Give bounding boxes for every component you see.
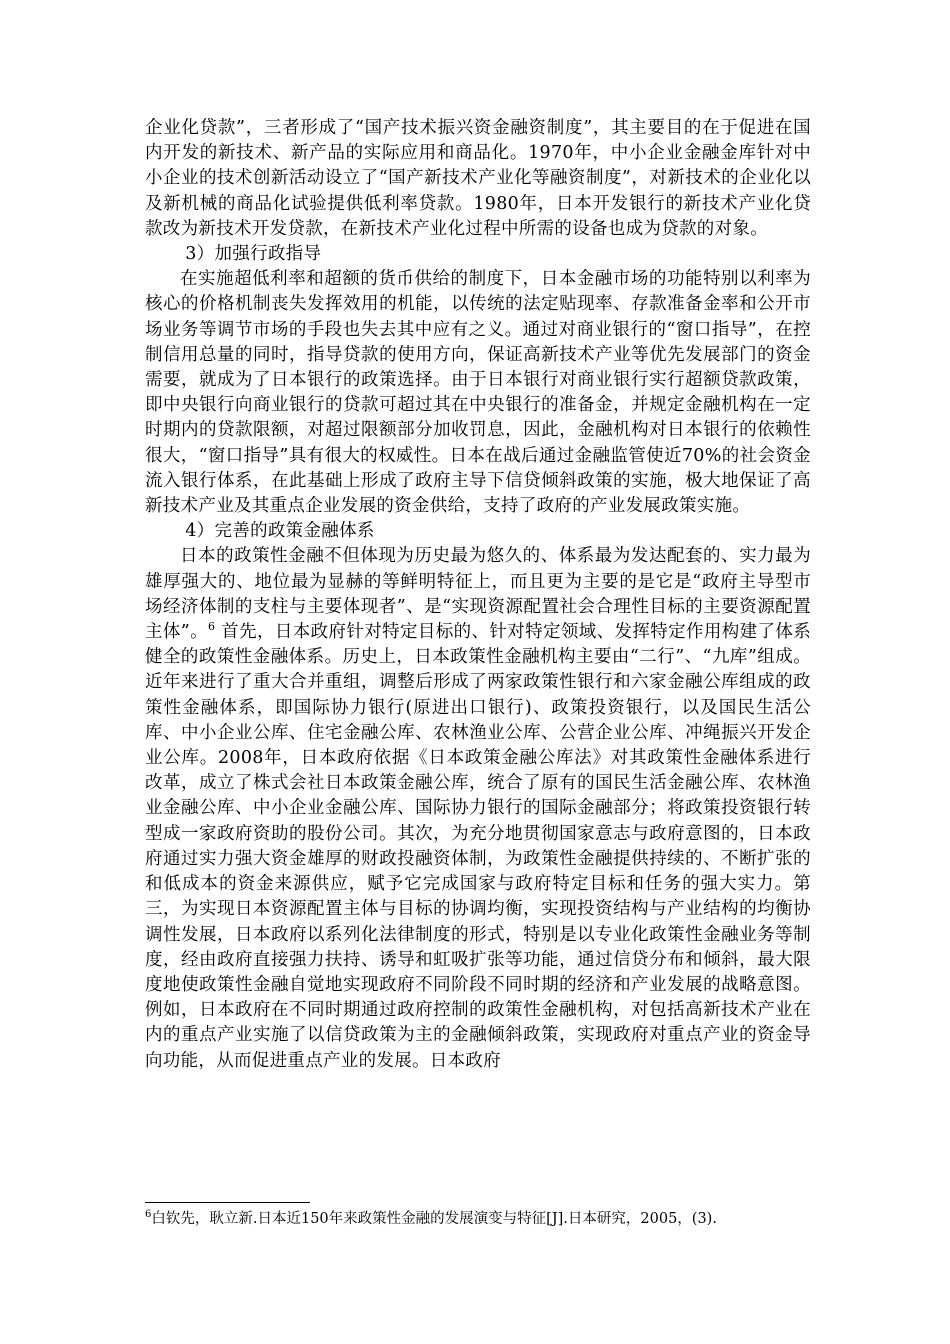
section-heading-3: 3）加强行政指导 — [185, 244, 322, 265]
section-heading-4: 4）完善的政策金融体系 — [185, 521, 375, 542]
footnote — [145, 1208, 825, 1230]
footnote-number: 6 — [145, 1209, 152, 1221]
paragraph-policy-finance-part1: 日本的政策性金融不但体现为历史最为悠久的、体系最为发达配套的、实力最为雄厚强大的、地位最为显赫的等鲜明特征上，而且更为主要的是它是“政府主导型市场经济体制的支柱与主要体现者”、是“实现资源配置社会合理性目标的主要资源配置主体”。 — [145, 546, 811, 643]
paragraph-policy-finance-part2: 首先，日本政府针对特定目标的、针对特定领域、发挥特定作用构建了体系健全的政策性金融体系。历史上，日本政策性金融机构主要由“二行”、“九库”组成。近年来进行了重大合并重组，调整后形成了两家政策性银行和六家金融公库组成的政策性金融体系，即国际协力银行(原进出口银行)、政策投资银行，以及国民生活公库、中小企业公库、住宅金融公库、农林渔业公库、公营企业公库、冲绳振兴开发企业公库。2008年，日本政府依据《日本政策金融公库法》对其政策性金融体系进行改革，成立了株式会社日本政策金融公库，统合了原有的国民生活金融公库、农林渔业金融公库、中小企业金融公库、国际协力银行的国际金融部分；将政策投资银行转型成一家政府资助的股份公司。其次，为充分地贯彻国家意志与政府意图的，日本政府通过实力强大资金雄厚的财政投融资体制，为政策性金融提供持续的、不断扩张的和低成本的资金来源供应，赋予它完成国家与政府特定目标和任务的强大实力。第三，为实现日本资源配置主体与目标的协调均衡，实现投资结构与产业结构的均衡协调性发展，日本政府以系列化法律制度的形式，特别是以专业化政策性金融业务等制度，经由政府直接强力扶持、诱导和虹吸扩张等功能，通过信贷分布和倾斜，最大限度地使政策性金融自觉地实现政府不同阶段不同时期的经济和产业发展的战略意图。例如，日本政府在不同时期通过政府控制的政策性金融机构，对包括高新技术产业在内的重点产业实施了以信贷政策为主的金融倾斜政策，实现政府对重点产业的资金导向功能，从而促进重点产业的发展。日本政府 — [145, 622, 811, 1071]
footnote-divider — [145, 1202, 310, 1203]
footnote-text: 白钦先，耿立新.日本近150年来政策性金融的发展演变与特征[J].日本研究，2005，(3). — [151, 1211, 717, 1227]
paragraph-window-guidance: 在实施超低利率和超额的货币供给的制度下，日本金融市场的功能特别以利率为核心的价格机制丧失发挥效用的机能，以传统的法定贴现率、存款准备金率和公开市场业务等调节市场的手段也失去其中应有之义。通过对商业银行的“窗口指导”，在控制信用总量的同时，指导贷款的使用方向，保证高新技术产业等优先发展部门的资金需要，就成为了日本银行的政策选择。由于日本银行对商业银行实行超额贷款政策，即中央银行向商业银行的贷款可超过其在中央银行的准备金，并规定金融机构在一定时期内的贷款限额，对超过限额部分加收罚息，因此，金融机构对日本银行的依赖性很大，“窗口指导”具有很大的权威性。日本在战后通过金融监管使近70%的社会资金流入银行体系，在此基础上形成了政府主导下信贷倾斜政策的实施，极大地保证了高新技术产业及其重点企业发展的资金供给，支持了政府的产业发展政策实施。 — [145, 269, 811, 517]
body-text — [145, 116, 811, 1074]
paragraph-policy-finance — [145, 544, 811, 1073]
paragraph-continued: 企业化贷款”，三者形成了“国产技术振兴资金融资制度”，其主要目的在于促进在国内开发的新技术、新产品的实际应用和商品化。1970年，中小企业金融金库针对中小企业的技术创新活动设立了“国产新技术产业化等融资制度”，对新技术的企业化以及新机械的商品化试验提供低利率贷款。1980年，日本开发银行的新技术产业化贷款改为新技术开发贷款，在新技术产业化过程中所需的设备也成为贷款的对象。 — [145, 118, 811, 239]
footnote-reference: 6 — [207, 620, 216, 634]
